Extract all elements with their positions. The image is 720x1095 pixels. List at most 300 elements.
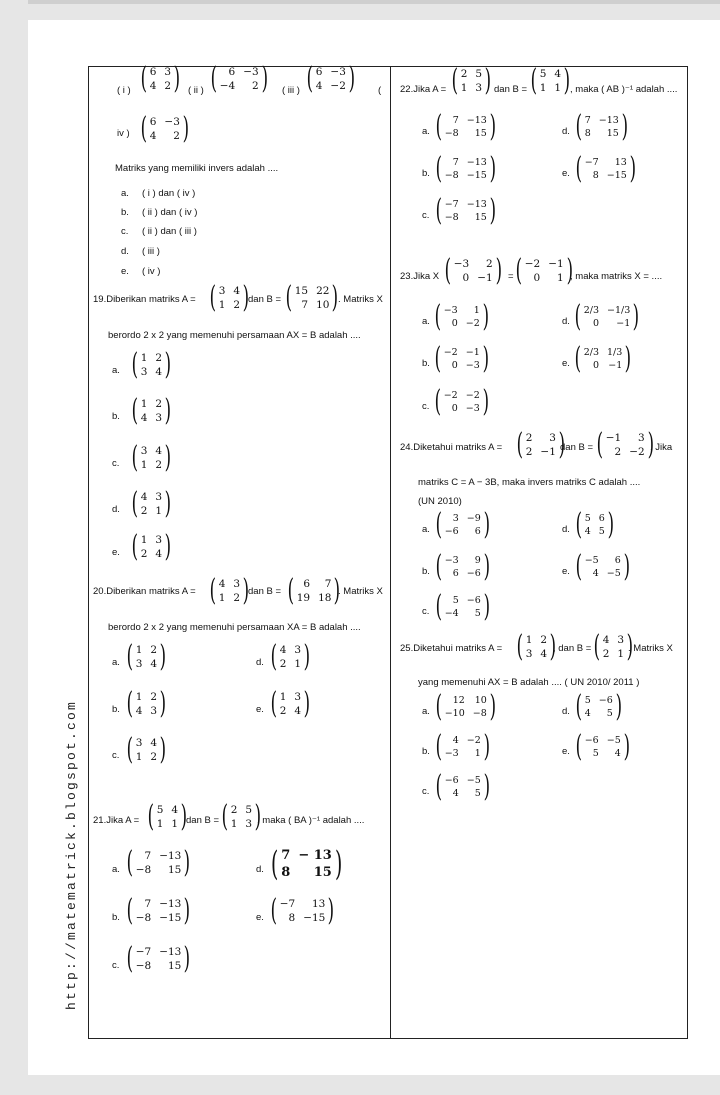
matrix-entry: 2 [233, 592, 241, 604]
bracket-left: ( [516, 629, 524, 664]
matrix-entry: 2 [233, 299, 241, 311]
bracket-left: ( [575, 549, 583, 584]
matrix-entry: −13 [466, 157, 487, 168]
bracket-right: ) [184, 845, 191, 880]
answer-letter: d. [121, 246, 129, 257]
option-label-iii: ( iii ) [282, 85, 300, 96]
answer-matrix [124, 686, 169, 721]
bracket-left: ( [575, 729, 583, 764]
matrix-entry: 2 [155, 398, 163, 410]
matrix-entry: −15 [303, 912, 326, 924]
matrix-entry: 1 [156, 818, 164, 830]
question-25-text: , dan B = [553, 643, 592, 654]
bracket-right: ) [563, 63, 571, 98]
answer-matrix [268, 844, 345, 884]
matrix-entry: −2 [465, 390, 480, 401]
question-19-text: 19.Diberikan matriks A = [93, 294, 196, 305]
matrix-entry: 8 [584, 128, 591, 139]
matrix-entry: −3 [164, 116, 180, 128]
bracket-right: ) [164, 529, 172, 564]
question-24-text: . Jika [650, 442, 673, 453]
matrix-entry: 0 [451, 318, 458, 329]
answer-letter: c. [121, 226, 129, 237]
matrix-entry: 3 [140, 445, 148, 457]
bracket-left: ( [131, 347, 139, 382]
answer-matrix [433, 769, 492, 804]
matrix-entry: 4 [315, 80, 323, 92]
matrix-entry: 6 [303, 578, 311, 590]
matrix-entry: 4 [171, 804, 179, 816]
question-25-text: 25.Diketahui matriks A = [400, 643, 503, 654]
answer-matrix [432, 341, 491, 376]
bracket-right: ) [164, 393, 172, 428]
matrix-entries [540, 68, 561, 94]
bracket-left: ( [516, 427, 524, 462]
bracket-right: ) [549, 629, 557, 664]
matrix-entry: −3 [453, 258, 470, 270]
matrix-entry: 2/3 [583, 347, 600, 358]
bracket-left: ( [131, 529, 139, 564]
matrix-entry: 3 [150, 705, 158, 717]
matrix-entry: 4 [149, 130, 157, 142]
matrix-entry: 1 [557, 272, 564, 284]
answer-letter: c. [422, 606, 430, 617]
answer-letter: d. [562, 126, 570, 137]
matrix-entry: −15 [466, 170, 487, 181]
matrix-entry: −6 [444, 775, 459, 786]
bracket-right: ) [623, 549, 630, 584]
matrix-entry: 1 [140, 398, 148, 410]
matrix-entry: 5 [245, 804, 253, 816]
matrix-entry: 4 [279, 644, 287, 656]
matrix-b [594, 427, 656, 462]
matrix-entries [220, 66, 259, 92]
answer-letter: a. [112, 864, 120, 875]
matrix-a [207, 573, 252, 608]
matrix-entries [136, 898, 182, 924]
bracket-right: ) [159, 732, 167, 767]
matrix-entries [141, 445, 162, 471]
matrix-entries [141, 534, 162, 560]
bracket-right: ) [621, 109, 628, 144]
matrix-entry: −8 [135, 960, 152, 972]
matrix-entry: −9 [466, 513, 481, 524]
answer-matrix [432, 384, 491, 419]
bracket-left: ( [209, 280, 217, 315]
answer-matrix [433, 729, 492, 764]
bracket-right: ) [332, 280, 339, 315]
answer-matrix [432, 299, 491, 334]
bracket-left: ( [140, 111, 148, 146]
answer-letter: c. [422, 401, 430, 412]
matrix-entry: −8 [135, 912, 152, 924]
matrix-entry: 1 [294, 658, 302, 670]
bracket-left: ( [434, 384, 442, 419]
matrix-entry: 7 [584, 115, 591, 126]
answer-matrix [573, 507, 617, 542]
matrix-entry: −13 [159, 898, 182, 910]
answer-matrix [129, 486, 174, 521]
matrix-entry: 1 [473, 305, 480, 316]
answer-letter: d. [562, 316, 570, 327]
matrix-entries [584, 305, 631, 329]
answer-letter: a. [422, 316, 430, 327]
matrix-entry: −3 [444, 748, 459, 759]
matrix-entry: 0 [451, 403, 458, 414]
matrix-entry: 4 [602, 634, 610, 646]
matrix-entry: 6 [315, 66, 323, 78]
matrix-entries [585, 555, 621, 579]
bracket-left: ( [285, 280, 293, 315]
matrix-entry: −6 [466, 595, 481, 606]
matrix-entry: 3 [638, 432, 645, 444]
matrix-entry: 2 [150, 644, 158, 656]
matrix-entry: −4 [444, 608, 459, 619]
bracket-left: ( [131, 393, 139, 428]
bracket-left: ( [131, 486, 139, 521]
answer-letter: d. [256, 657, 264, 668]
matrix-entries [445, 199, 487, 223]
bracket-left: ( [270, 893, 278, 928]
matrix-entry: −5 [606, 735, 621, 746]
matrix-entries [585, 735, 621, 759]
bracket-right: ) [334, 573, 341, 608]
bracket-right: ) [303, 686, 311, 721]
question-24-text: dan B = [560, 442, 594, 453]
matrix-entry: −6 [466, 568, 481, 579]
bracket-right: ) [242, 280, 250, 315]
question-20-text: berordo 2 x 2 yang memenuhi persamaan XA = B adalah .... [108, 622, 361, 633]
bracket-left: ( [435, 689, 443, 724]
matrix-entry: 4 [584, 708, 591, 719]
matrix-entries [141, 491, 162, 517]
matrix-entries [445, 735, 481, 759]
matrix-entries [280, 644, 301, 670]
matrix-entries [445, 555, 481, 579]
question-19-text: berordo 2 x 2 yang memenuhi persamaan AX = B adalah .... [108, 330, 361, 341]
matrix-entries [526, 634, 547, 660]
bracket-left: ( [451, 63, 459, 98]
matrix-entry: 7 [452, 115, 459, 126]
answer-matrix [433, 109, 499, 144]
matrix-entry: 3 [155, 412, 163, 424]
bracket-right: ) [242, 573, 250, 608]
matrix-entry: 2 [279, 658, 287, 670]
bracket-right: ) [607, 507, 614, 542]
answer-matrix [433, 689, 499, 724]
answer-matrix [124, 893, 193, 928]
matrix-entry: 3 [452, 513, 459, 524]
bracket-right: ) [483, 507, 490, 542]
matrix-entry: −8 [444, 212, 459, 223]
bracket-right: ) [489, 109, 496, 144]
bracket-left: ( [435, 729, 443, 764]
matrix-entry: 2 [155, 352, 163, 364]
matrix-entry: 6 [149, 66, 157, 78]
matrix-entry: 6 [228, 66, 236, 78]
matrix-entry: 2 [525, 432, 533, 444]
matrix-entries [150, 66, 171, 92]
matrix-entry: 0 [592, 318, 600, 329]
matrix-entries [231, 804, 252, 830]
bracket-left: ( [574, 341, 582, 376]
matrix-entry: −5 [466, 775, 481, 786]
matrix-entry: 0 [592, 360, 600, 371]
matrix-entry: 5 [598, 526, 605, 537]
matrix-entry: −10 [444, 708, 465, 719]
matrix-entry: 4 [218, 578, 226, 590]
answer-letter: b. [112, 912, 120, 923]
bracket-right: ) [164, 440, 172, 475]
matrix-entry: −7 [279, 898, 296, 910]
answer-text: ( iv ) [142, 266, 161, 277]
bracket-left: ( [530, 63, 538, 98]
matrix-entry: −3 [243, 66, 259, 78]
matrix-entry: 5 [475, 68, 483, 80]
answer-matrix [129, 393, 174, 428]
matrix-entry: −2 [465, 318, 480, 329]
matrix-entries [526, 432, 556, 458]
matrix-entry: 5 [539, 68, 547, 80]
bracket-right: ) [303, 639, 311, 674]
bracket-right: ) [159, 686, 167, 721]
matrix-entry: 6 [614, 555, 621, 566]
answer-letter: a. [422, 524, 430, 535]
matrix-entry: 4 [452, 735, 459, 746]
matrix-entry: 4 [233, 285, 241, 297]
matrix-entry: 3 [617, 634, 625, 646]
bracket-left: ( [434, 341, 442, 376]
bracket-right: ) [483, 549, 490, 584]
answer-matrix [573, 729, 632, 764]
bracket-right: ) [482, 299, 489, 334]
question-20-text: . Matriks X [338, 586, 383, 597]
matrix-entries [136, 691, 157, 717]
matrix-entry: 13 [614, 157, 627, 168]
matrix-entries [603, 634, 624, 660]
matrix-entries [584, 347, 623, 371]
question-19-text: dan B = [248, 294, 282, 305]
matrix-a [449, 63, 494, 98]
matrix-entry: −3 [465, 403, 480, 414]
bracket-left: ( [435, 109, 443, 144]
bracket-right: ) [182, 111, 189, 146]
matrix-entries [445, 695, 487, 719]
matrix-entry: 22 [316, 285, 330, 297]
answer-matrix [124, 639, 169, 674]
answer-matrix [124, 845, 193, 880]
matrix-entry: 7 [144, 898, 152, 910]
question-23-text: , maka matriks X = .... [570, 271, 663, 282]
answer-letter: a. [112, 657, 120, 668]
matrix-entry: 3 [135, 737, 143, 749]
matrix-entry: 2 [614, 446, 622, 458]
bracket-left: ( [435, 589, 443, 624]
bracket-right: ) [184, 893, 191, 928]
matrix-entries [585, 695, 613, 719]
matrix-entry: −1 [465, 347, 480, 358]
matrix-entry: 15 [474, 212, 487, 223]
answer-letter: e. [562, 358, 570, 369]
answer-letter: e. [562, 168, 570, 179]
bracket-right: ) [483, 589, 490, 624]
matrix-entry: −8 [472, 708, 487, 719]
bracket-left: ( [435, 151, 443, 186]
matrix-entry: 15 [168, 864, 182, 876]
bracket-right: ) [483, 769, 490, 804]
matrix-entry: 3 [164, 66, 172, 78]
answer-matrix [572, 341, 634, 376]
matrix-entry: −8 [444, 170, 459, 181]
bracket-left: ( [270, 639, 278, 674]
matrix-entry: 6 [598, 513, 605, 524]
matrix-b [513, 253, 575, 288]
bracket-left: ( [306, 61, 314, 96]
question-25-text: yang memenuhi AX = B adalah .... ( UN 2010/ 2011 ) [418, 677, 640, 688]
answer-letter: b. [112, 411, 120, 422]
matrix-entries [606, 432, 645, 458]
answer-letter: c. [112, 750, 120, 761]
matrix-entry: −2 [443, 347, 458, 358]
matrix-entry: 10 [316, 299, 330, 311]
matrix-entry: 1 [140, 352, 148, 364]
matrix-entry: −1 [477, 272, 493, 284]
matrix-entry: 0 [533, 272, 541, 284]
matrix-entry: −6 [444, 526, 459, 537]
matrix-entry: 4 [149, 80, 157, 92]
matrix-entry: 2 [460, 68, 468, 80]
matrix-entry: −7 [584, 157, 599, 168]
matrix-entry: 3 [245, 818, 253, 830]
answer-letter: e. [562, 566, 570, 577]
bracket-right: ) [328, 893, 335, 928]
matrix-entries [444, 347, 480, 371]
answer-matrix [268, 893, 337, 928]
matrix-entry: 4 [540, 648, 548, 660]
matrix-entry: 7 [452, 157, 459, 168]
matrix-entry: 2 [279, 705, 287, 717]
answer-matrix [433, 151, 499, 186]
bracket-right: ) [173, 61, 181, 96]
matrix-entries [444, 390, 480, 414]
question-22-text: 22.Jika A = [400, 84, 447, 95]
answer-letter: c. [422, 786, 430, 797]
matrix-entry: −3 [443, 305, 458, 316]
matrix-entry: 2 [155, 459, 163, 471]
matrix-entry: 4 [135, 705, 143, 717]
matrix-entry: −13 [598, 115, 619, 126]
bracket-left: ( [575, 689, 583, 724]
matrix-b [283, 280, 341, 315]
bracket-left: ( [209, 573, 217, 608]
matrix-entries [445, 115, 487, 139]
matrix-entry: 18 [318, 592, 332, 604]
matrix-entry: 3 [135, 658, 143, 670]
answer-matrix [433, 193, 499, 228]
question-23-text: = [508, 271, 514, 282]
matrix-entries [585, 115, 619, 139]
answer-matrix [572, 299, 642, 334]
bracket-right: ) [164, 347, 172, 382]
matrix-entry: 1 [135, 644, 143, 656]
matrix-b [528, 63, 573, 98]
matrix-entries [219, 578, 240, 604]
matrix-entry: 10 [474, 695, 487, 706]
bracket-left: ( [126, 845, 134, 880]
matrix-a [145, 799, 190, 834]
matrix-entry: 2 [150, 691, 158, 703]
answer-matrix [129, 347, 174, 382]
bracket-right: ) [626, 629, 634, 664]
matrix-entries [150, 116, 180, 142]
matrix-entries [136, 644, 157, 670]
bracket-left: ( [126, 941, 134, 976]
matrix-entry: 5 [592, 748, 599, 759]
question-20-text: dan B = [248, 586, 282, 597]
watermark: http://matematrick.blogspot.com [64, 699, 79, 1010]
bracket-right: ) [483, 729, 490, 764]
matrix-entry: 1 [525, 634, 533, 646]
question-18-text: Matriks yang memiliki invers adalah .... [115, 163, 279, 174]
matrix-entry: 3 [140, 366, 148, 378]
answer-matrix [433, 507, 492, 542]
matrix-entry: −13 [466, 199, 487, 210]
matrix-entry: −2 [629, 446, 645, 458]
bracket-left: ( [435, 193, 443, 228]
answer-letter: b. [112, 704, 120, 715]
answer-letter: b. [422, 358, 430, 369]
bracket-right: ) [348, 61, 355, 96]
matrix-entry: 2/3 [583, 305, 600, 316]
matrix-entry: 1/3 [607, 347, 623, 358]
answer-letter: b. [422, 566, 430, 577]
matrix-entries [280, 691, 301, 717]
bracket-left: ( [126, 732, 134, 767]
matrix-entry: 1 [140, 459, 148, 471]
matrix-entry: 0 [451, 360, 458, 371]
question-25-text: . Matriks X [628, 643, 673, 654]
bracket-right: ) [261, 61, 268, 96]
option-label-paren: ( [378, 85, 382, 96]
matrix-entries [297, 578, 332, 604]
answer-letter: a. [422, 706, 430, 717]
matrix-entry: 5 [584, 513, 591, 524]
matrix-a [442, 253, 504, 288]
matrix-entry: 9 [474, 555, 481, 566]
matrix-entry: 5 [474, 608, 481, 619]
matrix-entry: 4 [614, 748, 621, 759]
answer-letter: e. [256, 704, 264, 715]
matrix-entry: 7 [144, 850, 152, 862]
matrix-entry: 3 [294, 691, 302, 703]
matrix-entry: −3 [330, 66, 346, 78]
bracket-left: ( [434, 299, 442, 334]
answer-letter: b. [422, 168, 430, 179]
bracket-left: ( [270, 844, 279, 884]
matrix-entry: 4 [150, 658, 158, 670]
bracket-right: ) [566, 253, 573, 288]
matrix-entry: 1 [230, 818, 238, 830]
bracket-left: ( [575, 507, 583, 542]
matrix-entry: −1 [540, 446, 556, 458]
question-24-text: matriks C = A − 3B, maka invers matriks C adalah .... [418, 477, 641, 488]
answer-letter: a. [422, 126, 430, 137]
answer-text: ( ii ) dan ( iv ) [142, 207, 198, 218]
matrix-entry: 15 [606, 128, 619, 139]
matrix-entry: −1 [616, 318, 631, 329]
bracket-left: ( [435, 769, 443, 804]
answer-matrix [573, 689, 625, 724]
